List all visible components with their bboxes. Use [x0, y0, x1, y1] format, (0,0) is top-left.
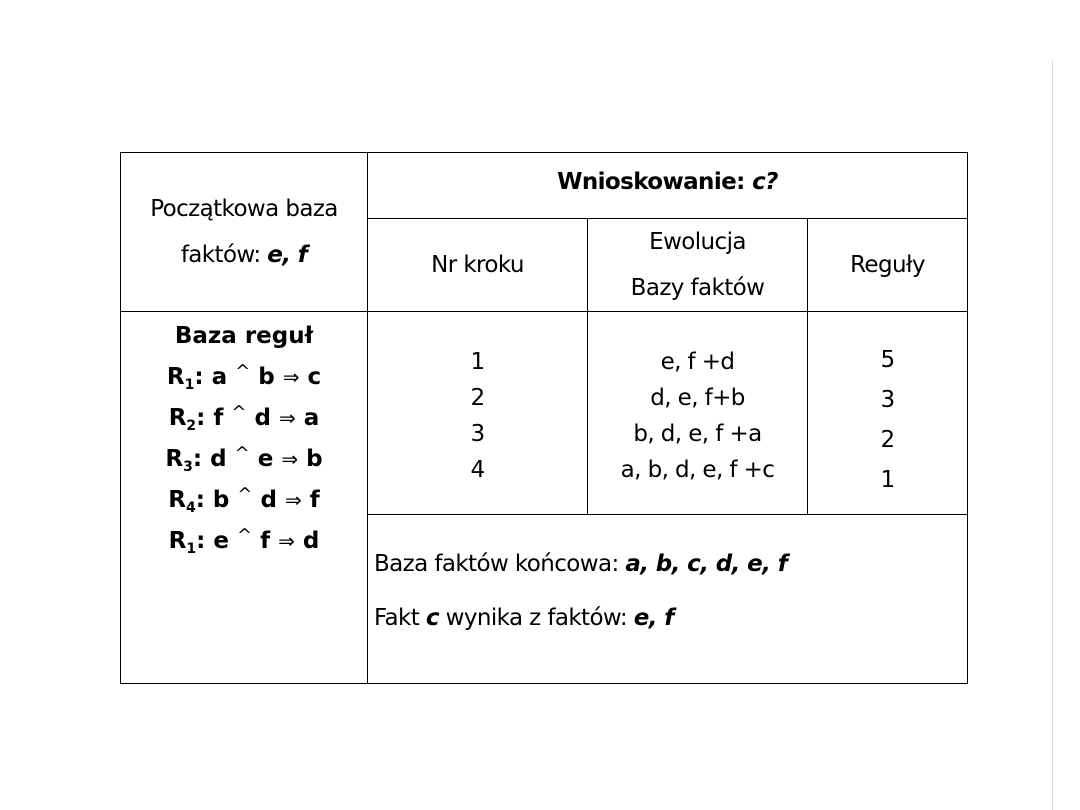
- rule-name: R: [168, 528, 187, 554]
- rules-applied-cell: [808, 312, 968, 515]
- rule-premise-a: f: [213, 405, 224, 431]
- inference-title-cell: [368, 153, 968, 219]
- rule-name: R: [165, 446, 184, 472]
- and-symbol: ^: [234, 443, 250, 464]
- rule-item: $R_2$: f ^ d ⇒ a: [168, 402, 320, 434]
- rule-index: 4: [185, 500, 196, 516]
- col-evolution-header: [588, 219, 808, 312]
- rule-premise-b: d: [254, 405, 271, 431]
- inference-goal: c?: [752, 169, 778, 195]
- rule-item: $R_1$: e ^ f ⇒ d: [168, 525, 320, 557]
- initial-label-line2: [121, 232, 367, 278]
- implies-symbol: ⇒: [284, 488, 302, 512]
- rule-result: b: [306, 446, 323, 472]
- evolution-cell: [588, 312, 808, 515]
- rule-result: c: [307, 364, 322, 390]
- rule-premise-a: d: [210, 446, 227, 472]
- step-item: 3: [470, 421, 485, 447]
- rule-premise-a: b: [212, 487, 230, 513]
- and-symbol: ^: [236, 525, 253, 546]
- and-symbol: ^: [237, 484, 253, 505]
- page-edge: [1052, 60, 1053, 810]
- rule-item: $R_1$: a ^ b ⇒ c: [166, 361, 322, 393]
- step-item: 2: [470, 385, 485, 411]
- rule-applied-item: 1: [880, 467, 895, 493]
- rule-applied-item: 2: [880, 427, 895, 453]
- rule-item: $R_3$: d ^ e ⇒ b: [165, 443, 323, 475]
- evolution-item: e, f +d: [660, 349, 735, 375]
- rule-result: d: [302, 528, 320, 554]
- initial-facts-cell: [121, 153, 368, 312]
- rule-result: a: [303, 405, 320, 431]
- rule-name: R: [168, 487, 186, 513]
- rule-premise-b: b: [258, 364, 275, 390]
- steps-cell: [368, 312, 588, 515]
- conclusion-line: [374, 591, 967, 645]
- evolution-item: b, d, e, f +a: [633, 421, 762, 447]
- conclusion-goal: c: [425, 605, 439, 631]
- rule-applied-item: 3: [880, 387, 895, 413]
- rule-index: 3: [183, 459, 193, 475]
- col-step-header: Nr kroku: [368, 219, 588, 312]
- rule-applied-item: 5: [880, 347, 895, 373]
- conclusion-prefix: Fakt: [374, 605, 426, 631]
- rule-index: 2: [186, 418, 197, 434]
- and-symbol: ^: [235, 361, 251, 382]
- rule-name: R: [168, 405, 187, 431]
- step-item: 1: [470, 349, 485, 375]
- col-rules-header: Reguły: [808, 219, 968, 312]
- inference-table: [120, 152, 968, 684]
- initial-facts: e, f: [267, 242, 308, 268]
- rule-premise-b: e: [257, 446, 274, 472]
- rule-premise-a: e: [213, 528, 229, 554]
- rule-premise-b: f: [260, 528, 271, 554]
- and-symbol: ^: [231, 402, 247, 423]
- inference-label: Wnioskowanie:: [557, 169, 753, 195]
- col-evolution-line1: Ewolucja: [649, 229, 746, 255]
- rule-index: 1: [186, 541, 197, 557]
- step-item: 4: [470, 457, 485, 483]
- rule-item: $R_4$: b ^ d ⇒ f: [168, 484, 320, 516]
- rule-index: 1: [184, 377, 195, 393]
- rule-list: [121, 354, 367, 559]
- rule-premise-b: d: [260, 487, 277, 513]
- initial-label-line1: Początkowa baza: [150, 196, 338, 222]
- rule-base-title: Baza reguł: [174, 323, 314, 349]
- implies-symbol: ⇒: [281, 447, 299, 471]
- rule-name: R: [166, 364, 185, 390]
- final-facts: a, b, c, d, e, f: [625, 551, 788, 577]
- conclusion-sources: e, f: [633, 605, 674, 631]
- result-cell: [368, 515, 968, 684]
- implies-symbol: ⇒: [279, 406, 296, 430]
- rule-base-cell: [121, 312, 368, 684]
- final-facts-line: [374, 537, 967, 591]
- evolution-item: d, e, f+b: [650, 385, 745, 411]
- initial-label-text: faktów:: [180, 242, 268, 268]
- rule-premise-a: a: [211, 364, 228, 390]
- implies-symbol: ⇒: [282, 365, 300, 389]
- rule-result: f: [309, 487, 320, 513]
- implies-symbol: ⇒: [278, 529, 295, 553]
- evolution-item: a, b, d, e, f +c: [620, 457, 775, 483]
- col-evolution-line2: Bazy faktów: [630, 275, 765, 301]
- final-facts-label: Baza faktów końcowa:: [374, 551, 626, 577]
- conclusion-middle: wynika z faktów:: [438, 605, 634, 631]
